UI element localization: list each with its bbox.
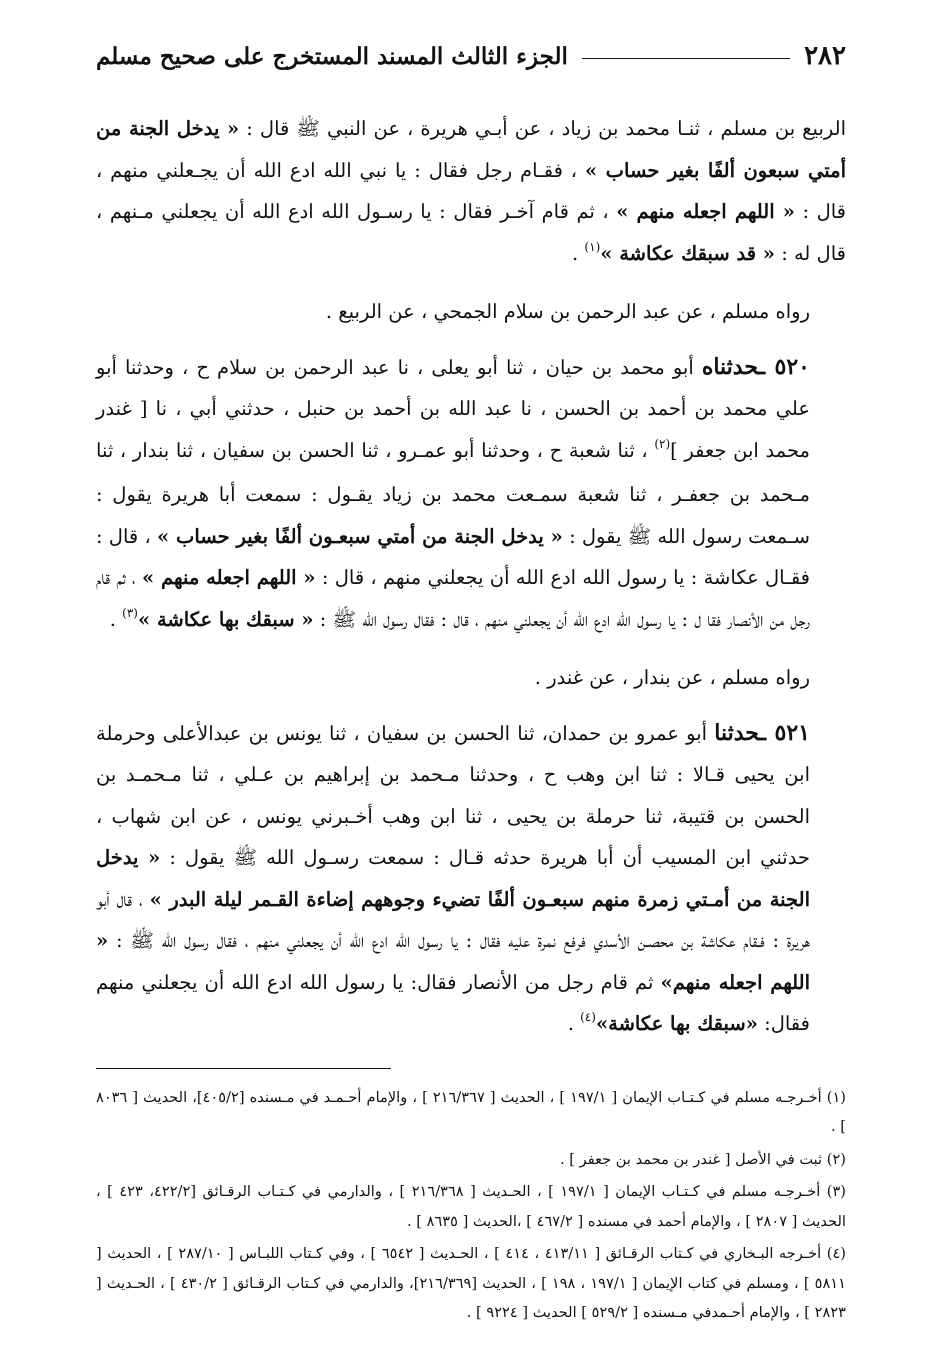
text-segment: ثم قام رجل من الأنصار فقال: يا رسول الله ادع الله أن يجعلني منهم فقال:	[96, 970, 810, 1035]
footnote-3: (٣) أخـرجـه مسلم في كـتـاب الإيمان [ ١٩٧/١ ] ، الحـديث [ ٢١٦/٣٦٨ ] ، والدارمي في كـتـاب الرقـائق [٤٢٢/٢، ٤٢٣ ] ، الحديث [ ٢٨٠٧ ] ، والإمام أحمد في مسنده [ ٤٦٧/٢ ] ،الحديث [ ٨٦٣٥ ] .	[96, 1183, 846, 1230]
hadith-quote: « اللهم اجعله منهم »	[616, 200, 795, 223]
hadith-quote: « يدخل الجنة من أمتي سبعـون ألفًا بغير حساب »	[156, 524, 563, 548]
footnote-4: (٤) أخـرجه البـخاري في كـتاب الرقـائق [ ٤١٣/١١ ، ٤١٤ ] ، الحـديث [ ٦٥٤٢ ] ، وفي كـتاب اللبـاس [ ٢٨٧/١٠ ] ، الحديث [ ٥٨١١ ] ، ومسلم في كتاب الإيمان [ ١٩٧/١ ، ١٩٨ ] ، الحديث [٢١٦/٣٦٩]، والدارمي في كـتاب الرقـائق [ ٤٣٠/٢ ] ، الحـديث [ ٢٨٢٣ ] ، والإمام أحـمدفي مـسنده [ ٥٢٩/٢ ] الحديث [ ٩٢٢٤ ] .	[96, 1245, 846, 1321]
text-segment: ، ثم قام آخـر فقال : يا رسـول الله ادع الله أن يجعلني مـنهم ، قال له :	[96, 200, 846, 265]
text-segment: أبو محمد بن حيان ، ثنا أبو يعلى ، نا عبد الرحمن بن سلام ح ، وحدثنا أبو علي محمد بن أحمد بن الحسن ، نا عبد الله بن أحمد بن حنبل ، حدثني أبي ، نا [ غندر محمد ابن جعفر ]	[96, 355, 810, 462]
footnote-ref-4: (٤)	[580, 1010, 596, 1024]
text-segment: ، قال أبو هريرة : فـقام عكاشة بن محصـن الأسدي فرفع نمرة عليه فقال : يا رسول الله ادع الله أن يجعلني منهم ، فقال رسول الله ﷺ :	[96, 887, 810, 952]
paragraph-hadith-521	[96, 713, 846, 1048]
footnote-2: (٢) ثبت في الأصل [ غندر بن محمد بن جعفر ] .	[560, 1150, 846, 1168]
text-segment: أبو عمرو بن حمدان، ثنا الحسن بن سفيان ، ثنا يونس بن عبدالأعلى وحرملة ابن يحيى قـالا : ثنا ابن وهب ح ، وحدثنا مـحمد بن إبراهيم بن عـلي ، ثنا مـحمـد بن الحسن بن قتيبة، ثنا حرملة بن يحيى ، ثنا ابن وهب أخـبرني يونس ، عن ابن شهاب ، حدثني ابن المسيب أن أبا هريرة حدثه قـال : سمعت رسـول الله ﷺ يقول :	[96, 721, 810, 869]
text-segment: ، قال : فقـال عكاشة : يا رسول الله ادع الله أن يجعلني منهم ، قال :	[96, 524, 811, 589]
footnote-ref-3: (٣)	[122, 605, 138, 620]
text-segment: ، ثم قام رجل من الأنصار فقا ل : يا رسول الله ادع الله أن يجعلني منهم ، قال : فقال رسول الله ﷺ :	[96, 566, 810, 631]
text-segment: الربيع بن مسلم ، ثنـا محمد بن زياد ، عن أبـي هريرة ، عن النبي ﷺ قال :	[239, 117, 846, 140]
hadith-quote: «سبقك بها عكاشة»	[595, 1012, 758, 1035]
header-rule	[582, 58, 790, 59]
main-text	[96, 108, 846, 1048]
hadith-label: حدثنا	[714, 719, 760, 746]
hadith-quote: « قد سبقك عكاشة »	[600, 241, 775, 265]
text-segment: .	[572, 241, 585, 265]
hadith-number: ٥٢١ ـ	[759, 719, 810, 746]
footnotes	[96, 1083, 846, 1328]
hadith-quote: « يدخل الجنة من أمتي سبعون ألفًا بغير حساب »	[96, 117, 846, 182]
text-segment: ، فقـام رجل فقال : يا نبي الله ادع الله أن يجـعلني منهم ، قال :	[96, 158, 846, 223]
hadith-quote: « يدخل الجنة من أمـتي زمرة منهم سبعـون ألفًا تضيء وجوههم إضاءة القـمر ليلة البدر »	[96, 846, 810, 911]
text-segment: .	[567, 1012, 581, 1035]
footnote-ref-2: (٢)	[654, 436, 671, 451]
paragraph-hadith-520	[96, 347, 846, 644]
hadith-number: ٥٢٠ ـ	[758, 353, 810, 380]
text-segment: ، ثنا شعبة ح ، وحدثنا أبو عمـرو ، ثنا الحسن بن سفيان ، ثنا بندار ، ثنا مـحمد بن جعفـر ، ثنا شعبة سمـعت محمد بن زياد يقـول : سمعت أبا هريرة يقول : سـمعت رسول الله ﷺ يقول :	[96, 438, 811, 548]
footnote-1: (١) أخـرجـه مسلم في كـتـاب الإيمان [ ١٩٧/١ ] ، الحديث [ ٢١٦/٣٦٧ ] ، والإمام أحـمـد في مـسنده [٤٠٥/٢]، الحديث [ ٨٠٣٦ ] .	[96, 1088, 846, 1135]
hadith-quote: « سبقك بها عكاشة »	[137, 607, 314, 631]
hadith-label: حدثناه	[701, 353, 759, 380]
paragraph-riwaya-1: رواه مسلم ، عن عبد الرحمن بن سلام الجمحي ، عن الربيع .	[325, 300, 810, 323]
page-number: ٢٨٢	[804, 41, 846, 71]
footnote-ref-1: (١)	[584, 239, 601, 254]
paragraph-rabi-chain	[96, 108, 846, 277]
text-segment: .	[109, 607, 123, 631]
paragraph-riwaya-2: رواه مسلم ، عن بندار ، عن غندر .	[534, 666, 810, 689]
hadith-quote: « اللهم اجعله منهم»	[96, 929, 810, 994]
page-header	[96, 34, 846, 78]
running-title: الجزء الثالث المسند المستخرج على صحيح مسلم	[96, 42, 568, 70]
hadith-quote: « اللهم اجعله منهم »	[141, 566, 316, 589]
footnote-separator	[96, 1068, 391, 1069]
